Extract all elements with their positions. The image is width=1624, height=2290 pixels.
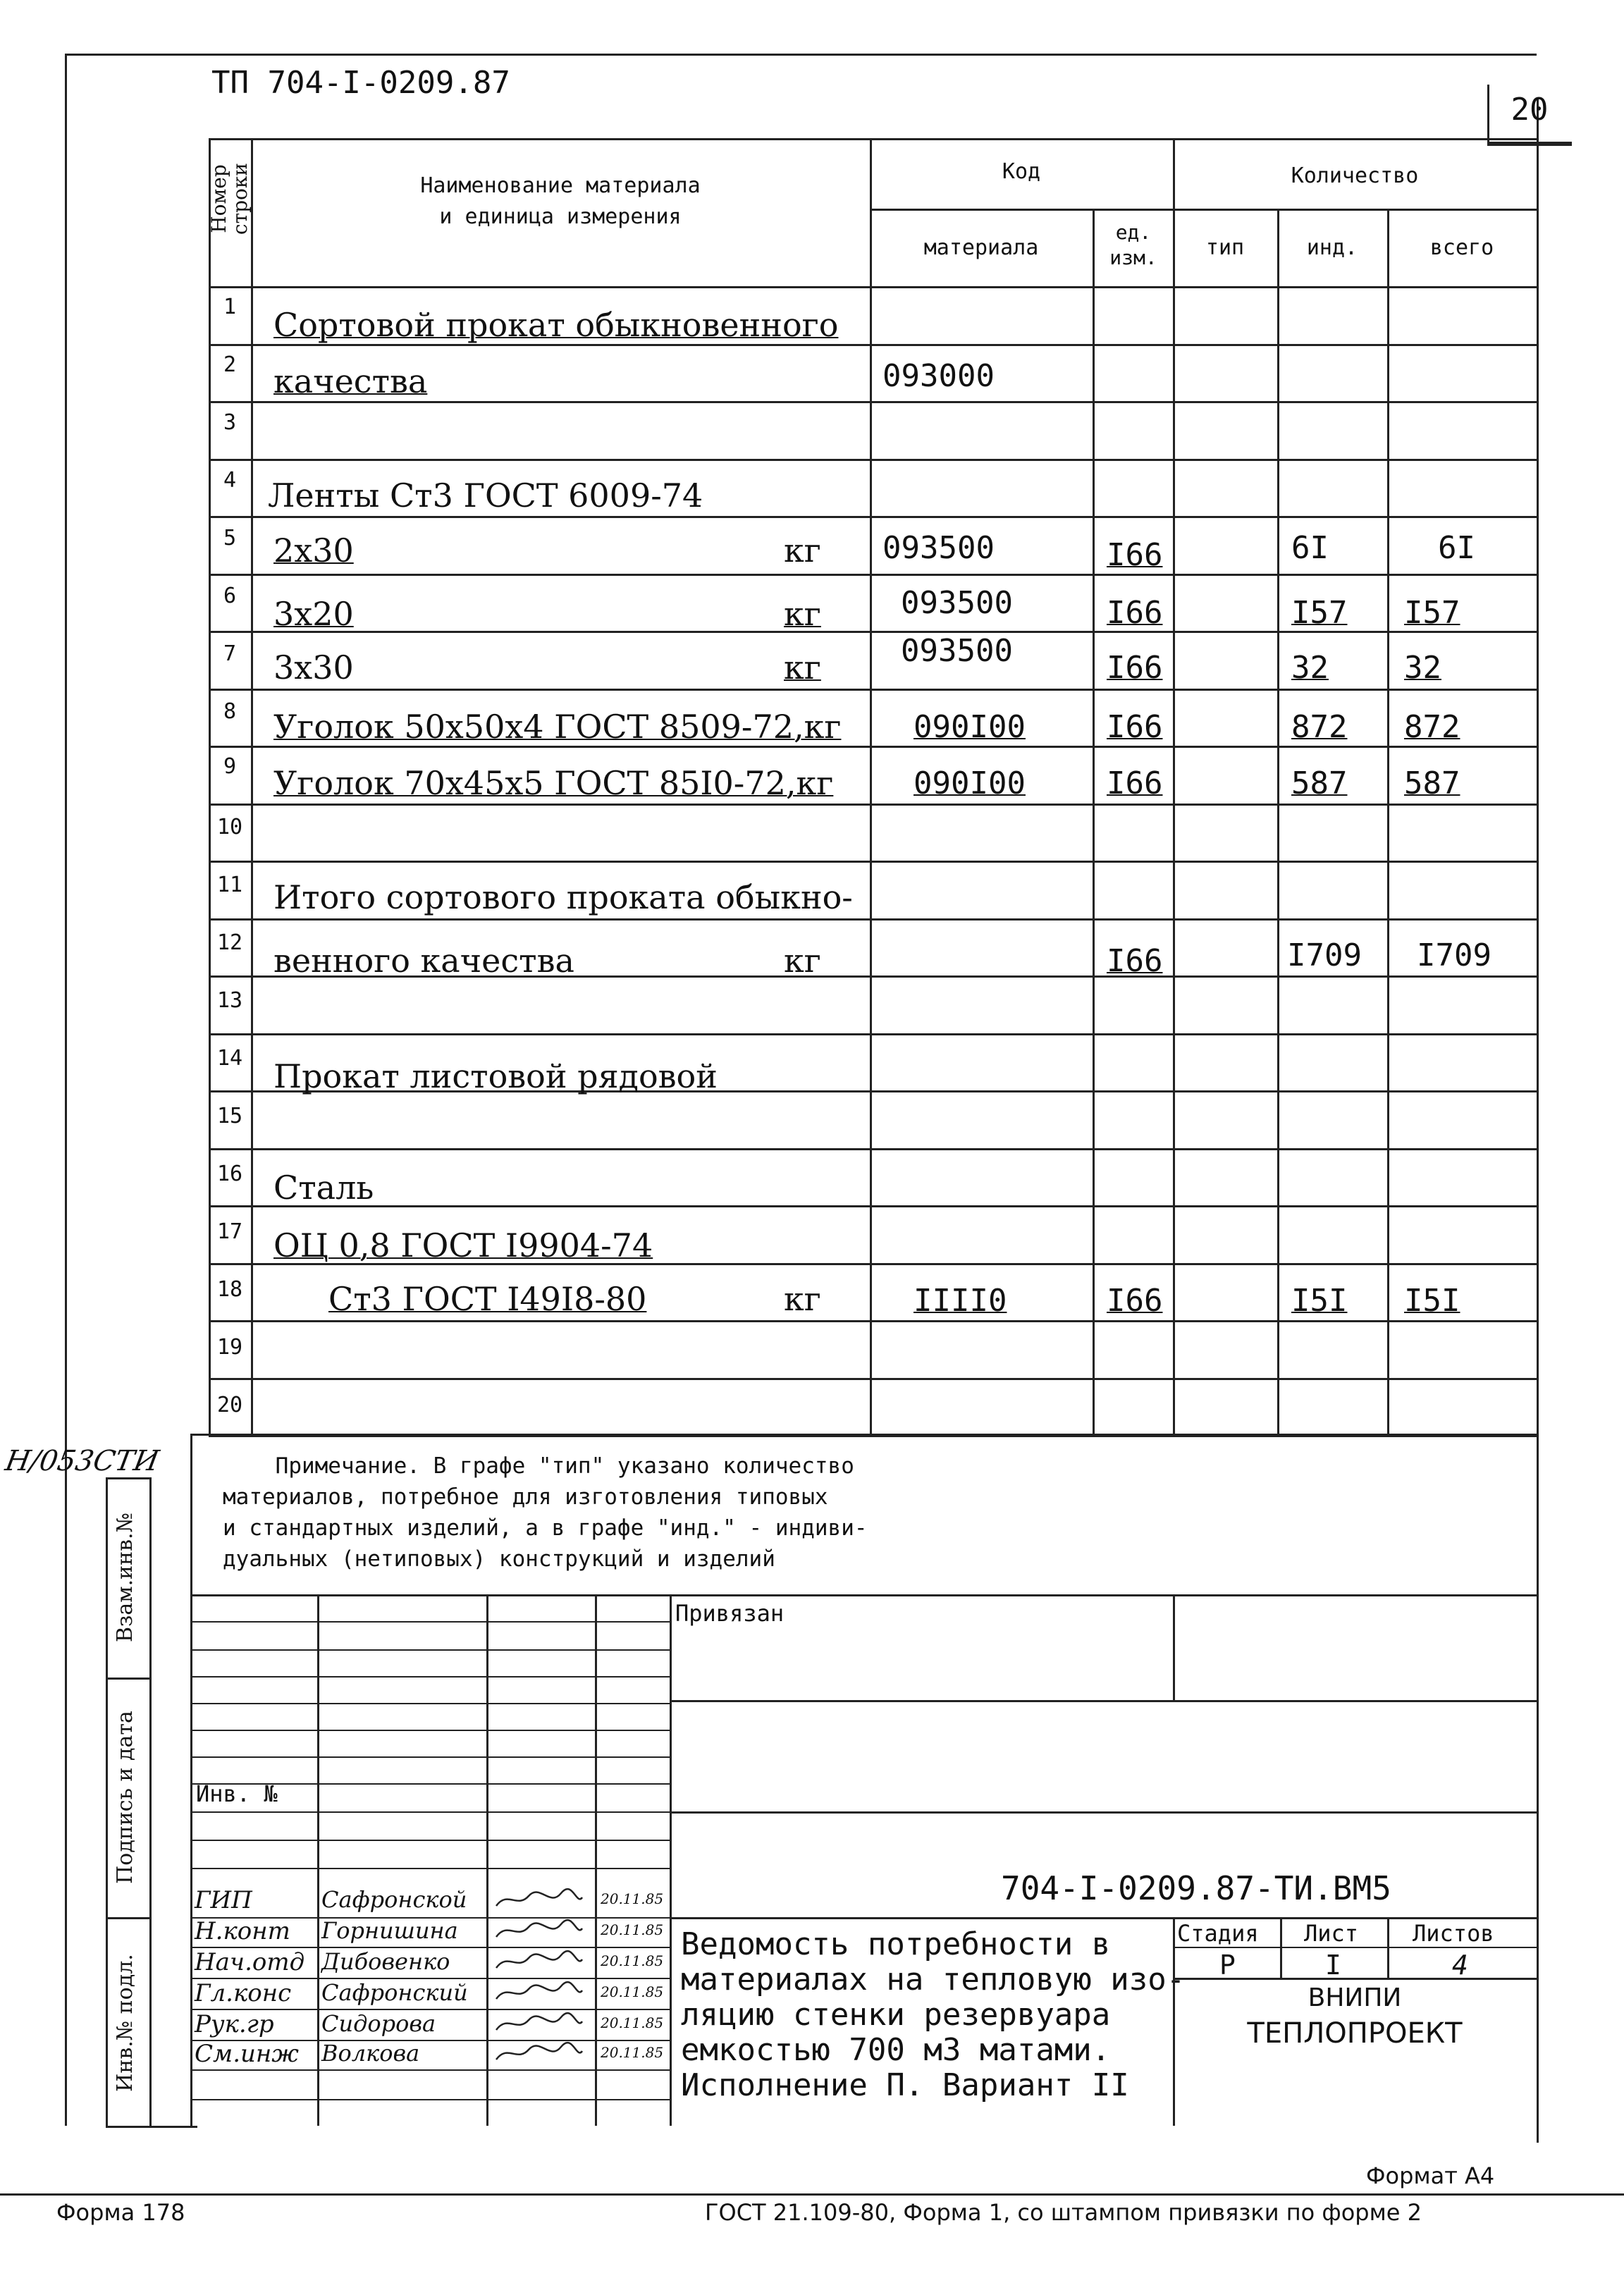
page-number: 20 [1511,92,1549,128]
signer-name: Волкова [321,2040,420,2067]
signer-role: Гл.конс [195,1979,292,2007]
row-name: 3х30 [273,648,354,687]
row-number: 20 [216,1393,243,1417]
stamp-col-4 [670,1594,672,2126]
stamp-col-3 [595,1594,597,2126]
signature-mark [493,2041,585,2071]
stamp-stage-mid [1173,1947,1537,1948]
header-name-line1: Наименование материала [420,173,701,198]
row-number: 12 [216,930,243,955]
row-uom: I66 [1107,1283,1163,1319]
row-number: 1 [223,295,237,319]
stamp-doc-code: 704-I-0209.87-ТИ.ВМ5 [1001,1869,1391,1907]
row-name: венного качества [273,942,574,980]
note-line-2: материалов, потребное для изготовления типовых [223,1484,828,1510]
stamp-stage-label: Стадия [1177,1920,1259,1947]
row-name: ОЦ 0,8 ГОСТ I9904-74 [273,1226,653,1264]
row-uom: I66 [1107,709,1163,745]
stamp-left-row-line [190,1621,670,1623]
signer-date: 20.11.85 [601,1890,664,1907]
signature-mark [493,2012,585,2041]
row-name: Итого сортового проката обыкно- [273,878,853,916]
table-row-line [209,401,1537,403]
row-ind: 6I [1291,530,1329,566]
row-unit: кг [784,1280,821,1318]
row-number: 8 [223,699,237,724]
table-row-line [209,689,1537,691]
stamp-org-line2: ТЕПЛОПРОЕКТ [1247,2017,1463,2050]
row-code: 093000 [882,358,995,394]
stamp-privyazan-label: Привязан [675,1600,785,1627]
row-number: 3 [223,410,237,435]
stamp-left-row-line [190,1811,670,1813]
row-ind: 872 [1291,709,1348,745]
side-stamp-handwritten: Н/053СТИ [2,1445,161,1477]
document-top-code: ТП 704-I-0209.87 [211,65,510,101]
note-line-1: Примечание. В графе "тип" указано количество [223,1453,854,1479]
side-label-inv-podl: Инв.№ подл. [113,1954,137,2092]
row-name: Прокат листовой рядовой [273,1057,718,1095]
row-ind: 32 [1291,650,1329,686]
table-row-line [209,1033,1537,1035]
footer-format: Формат А4 [1366,2162,1495,2189]
signer-date: 20.11.85 [601,2044,664,2061]
row-number: 10 [216,815,243,839]
row-ind: 587 [1291,765,1348,801]
row-code: 093500 [901,585,1013,621]
header-qty-ind: инд. [1306,235,1358,260]
header-qty-group: Количество [1291,164,1419,188]
table-col-code-right [1093,209,1095,1434]
row-unit: кг [784,648,821,687]
stamp-sheets-value: 4 [1452,1950,1468,1981]
row-code: 093500 [901,633,1013,669]
header-name-line2: и единица измерения [439,204,682,229]
row-total: 32 [1404,650,1441,686]
row-number: 16 [216,1162,243,1186]
row-ind: I5I [1291,1283,1348,1319]
row-unit: кг [784,595,821,633]
side-label-podpis: Подпись и дата [113,1711,137,1884]
row-uom: I66 [1107,595,1163,631]
row-number: 11 [216,873,243,897]
row-number: 4 [223,468,237,493]
signer-name: Горнишина [321,1917,458,1944]
row-number: 15 [216,1104,243,1128]
stamp-title: Ведомость потребности в материалах на тепловую изо- ляцию стенки резервуара емкостью 700 м3 матами. Исполнение П. Вариант II [681,1926,1186,2103]
page-number-bottom [1487,144,1572,146]
signature-mark [493,1919,585,1948]
table-col-unit-right [1173,138,1175,1434]
stamp-left-row-line [190,1649,670,1651]
note-left-line [190,1434,192,2126]
side-strip-bottom [106,2126,197,2128]
row-unit: кг [784,942,821,980]
stamp-left-row-line [190,1730,670,1731]
signature-mark [493,1981,585,2010]
row-total: 872 [1404,709,1460,745]
stamp-upper-mid [670,1811,1537,1814]
row-name: Сталь [273,1169,374,1207]
stamp-left-row-line [190,1676,670,1678]
side-strip-div1 [106,1678,149,1680]
row-number: 17 [216,1219,243,1244]
row-code: 090I00 [914,709,1026,745]
signer-role: См.инж [195,2040,299,2068]
row-name: качества [273,362,428,400]
signature-mark [493,1950,585,1979]
stamp-sheet-value: I [1325,1950,1341,1981]
header-code-group: Код [1002,159,1041,184]
page-number-divider [1487,85,1489,144]
table-col-ind-right [1387,209,1389,1434]
header-row-number: Номер строки [207,162,252,235]
table-row-line [209,459,1537,461]
table-row-line [209,861,1537,863]
stamp-col-2 [486,1594,488,2126]
table-top-line [209,138,1537,140]
row-code: 090I00 [914,765,1026,801]
row-ind: I709 [1287,937,1362,973]
row-number: 2 [223,352,237,377]
signer-date: 20.11.85 [601,2014,664,2031]
signer-role: Нач.отд [195,1948,305,1976]
table-row-line [209,516,1537,518]
table-row-line [209,574,1537,576]
stamp-col-1 [317,1594,319,2126]
note-top-line [190,1434,1537,1436]
header-qty-total: всего [1429,235,1494,260]
stamp-sheets-label: Листов [1413,1920,1494,1947]
row-name: Уголок 50х50х4 ГОСТ 8509-72,кг [273,708,842,746]
table-subheader-line [870,209,1537,211]
row-total: 6I [1438,530,1475,566]
signer-role: Н.конт [195,1917,290,1945]
stamp-stage-value: Р [1219,1950,1236,1981]
table-row-line [209,1148,1537,1150]
row-code: IIII0 [914,1283,1007,1319]
row-name: Ленты Ст3 ГОСТ 6009-74 [268,476,703,515]
table-row-line [209,804,1537,806]
side-strip-mid [149,1477,152,2126]
row-uom: I66 [1107,537,1163,573]
stamp-left-row-line [190,1840,670,1841]
table-col-name-right [870,138,872,1434]
table-row-line [209,1378,1537,1380]
header-code-material: материала [923,235,1039,260]
row-total: I57 [1404,595,1460,631]
stamp-left-row-line [190,1703,670,1704]
row-total: I5I [1404,1283,1460,1319]
signer-name: Дибовенко [321,1948,450,1975]
stamp-left-row-line [190,2099,670,2100]
row-ind: I57 [1291,595,1348,631]
row-name: 3х20 [273,595,354,633]
table-row-line [209,1320,1537,1322]
row-total: 587 [1404,765,1460,801]
stamp-left-row-line [190,1868,670,1869]
table-row-line [209,1205,1537,1207]
table-header-bottom-line [209,286,1537,288]
row-name: 2х30 [273,531,354,570]
row-number: 5 [223,526,237,550]
row-code: 093500 [882,530,995,566]
stamp-left-row-line [190,2069,670,2071]
header-code-unit: ед. изм. [1109,221,1157,269]
stamp-privyazan-split [1173,1594,1175,1700]
row-name: Ст3 ГОСТ I49I8-80 [328,1280,647,1318]
stamp-inv-no-label: Инв. № [196,1780,278,1807]
row-name: Сортовой прокат обыкновенного [273,306,839,344]
table-row-line [209,631,1537,633]
table-row-line [209,918,1537,921]
table-row-line [209,746,1537,748]
frame-right-line [1537,99,1539,2143]
row-number: 7 [223,641,237,666]
side-strip-div2 [106,1917,149,1919]
stamp-code-bottom [670,1917,1537,1919]
footer-form-left: Форма 178 [56,2199,185,2226]
row-uom: I66 [1107,943,1163,979]
stamp-top-line [190,1594,1537,1596]
note-line-4: дуальных (нетиповых) конструкций и изделий [223,1546,775,1572]
row-number: 19 [216,1335,243,1360]
side-strip-left [106,1477,108,2126]
signer-date: 20.11.85 [601,1952,664,1969]
row-unit: кг [784,531,821,570]
row-total: I709 [1417,937,1491,973]
stamp-sheet-label: Лист [1304,1920,1359,1947]
note-line-3: и стандартных изделий, а в графе "инд." - индиви- [223,1515,868,1541]
side-label-vzam: Взам.инв.№ [113,1513,137,1642]
row-name: Уголок 70х45х5 ГОСТ 85I0-72,кг [273,764,834,802]
signature-mark [493,1888,585,1917]
signer-date: 20.11.85 [601,1921,664,1938]
footer-line [0,2193,1624,2196]
row-uom: I66 [1107,650,1163,686]
signer-date: 20.11.85 [601,1983,664,2000]
row-number: 13 [216,988,243,1013]
signer-role: Рук.гр [195,2010,274,2038]
table-row-line [209,344,1537,346]
row-number: 14 [216,1046,243,1071]
stamp-left-row-line [190,1756,670,1758]
signer-role: ГИП [195,1886,252,1914]
header-qty-type: тип [1205,235,1245,260]
table-col-type-right [1277,209,1279,1434]
side-strip-top [106,1477,149,1479]
row-number: 6 [223,584,237,608]
footer-form-right: ГОСТ 21.109-80, Форма 1, со штампом привязки по форме 2 [705,2199,1422,2226]
row-number: 18 [216,1277,243,1302]
signer-name: Сафронской [321,1886,467,1913]
signer-name: Сафронский [321,1979,468,2006]
row-uom: I66 [1107,765,1163,801]
stamp-org-line1: ВНИПИ [1308,1983,1402,2012]
row-number: 9 [223,754,237,779]
stamp-privyazan-bottom [670,1700,1537,1702]
signer-name: Сидорова [321,2010,436,2037]
table-col-rownum-right [251,138,253,1434]
